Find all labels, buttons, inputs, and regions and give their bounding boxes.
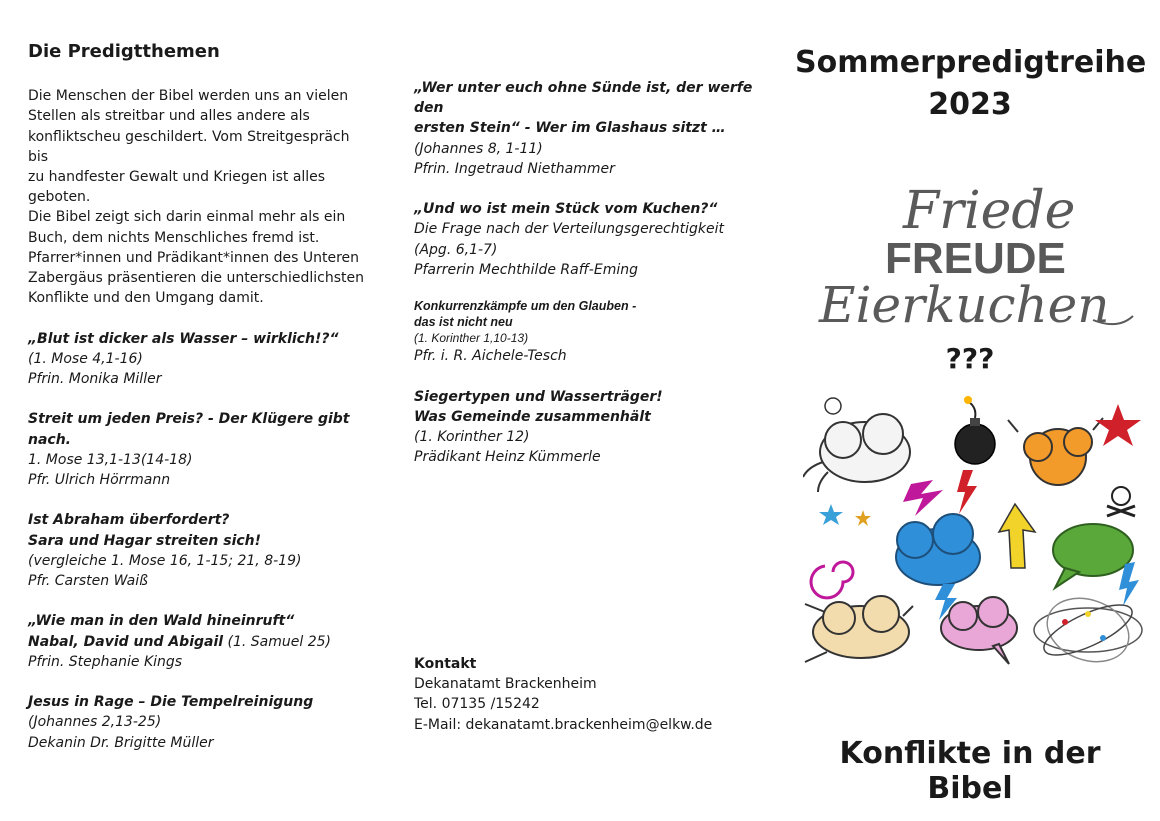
sermon-subtitle: Nabal, David und Abigail [28, 633, 224, 650]
logo-word-friede: Friede [903, 181, 1076, 241]
sermon-entry [28, 329, 373, 390]
intro-line: konfliktscheu geschildert. Vom Streitgespräch bis [28, 128, 350, 165]
sermon-speaker: Dekanin Dr. Brigitte Müller [28, 734, 214, 751]
sermon-entry [28, 409, 373, 490]
sermon-speaker: Pfarrerin Mechthilde Raff-Eming [414, 261, 638, 278]
sermon-entry [28, 510, 373, 591]
column-middle [414, 78, 764, 488]
sermon-title: „Und wo ist mein Stück vom Kuchen?“ [414, 201, 718, 218]
sermon-title: Konkurrenzkämpfe um den Glauben - [414, 299, 637, 314]
column-left [28, 42, 373, 773]
sermon-title: Jesus in Rage – Die Tempelreinigung [28, 694, 314, 711]
sermon-title: „Wie man in den Wald hineinruft“ [28, 613, 295, 630]
sermon-reference: (Johannes 2,13-25) [28, 714, 162, 731]
series-year: 2023 [928, 87, 1012, 122]
question-marks: ??? [945, 342, 995, 375]
sermon-reference: (Johannes 8, 1-11) [414, 140, 543, 157]
intro-line: zu handfester Gewalt und Kriegen ist alles [28, 169, 326, 186]
skull-crossbones-icon [1107, 487, 1135, 516]
green-speech-bubble-icon [1053, 524, 1133, 588]
contact-block [414, 654, 764, 735]
pink-speech-bubble-icon [941, 597, 1017, 664]
sermon-reference: (1. Korinther 12) [414, 429, 530, 445]
sermon-entry [414, 387, 764, 468]
red-star-icon [1095, 404, 1141, 446]
sermon-subtitle: Die Frage nach der Verteilungsgerechtigkeit [414, 221, 724, 238]
contact-phone: Tel. 07135 /15242 [414, 696, 540, 713]
sermon-title: „Wer unter euch ohne Sünde ist, der werfe den [414, 80, 753, 117]
sermon-subtitle-line [28, 632, 373, 652]
intro-line: Buch, dem nichts Menschliches fremd ist. [28, 229, 320, 246]
beige-cloud-icon [805, 596, 913, 662]
sermon-reference: (1. Samuel 25) [223, 633, 332, 650]
magenta-lightning-icon [903, 480, 943, 516]
intro-line: Zabergäus präsentieren die unterschiedlichsten [28, 270, 364, 287]
intro-line: Pfarrer*innen und Prädikant*innen des Unteren [28, 249, 360, 266]
intro-line: geboten. [28, 189, 91, 206]
column-right [795, 0, 1145, 821]
sermon-title: Ist Abraham überfordert? [28, 512, 230, 529]
yellow-arrow-icon [999, 504, 1035, 568]
white-cloud-icon [803, 398, 910, 492]
sermon-subtitle: Was Gemeinde zusammenhält [414, 408, 651, 425]
sermon-reference: (vergleiche 1. Mose 16, 1-15; 21, 8-19) [28, 552, 302, 569]
contact-email: E-Mail: dekanatamt.brackenheim@elkw.de [414, 716, 713, 733]
small-stars-icon [819, 504, 871, 526]
friede-freude-eierkuchen-logo [813, 170, 1143, 340]
sermon-speaker: Pfr. Carsten Waiß [28, 573, 148, 590]
sermon-speaker: Pfrin. Stephanie Kings [28, 653, 183, 670]
sermon-subtitle: ersten Stein“ - Wer im Glashaus sitzt … [414, 120, 726, 137]
comic-conflict-illustration [803, 392, 1148, 682]
bottom-title: Konflikte in der Bibel [839, 736, 1101, 806]
spiral-icon [811, 562, 853, 598]
sermon-speaker: Pfrin. Monika Miller [28, 371, 162, 388]
section-heading: Die Predigtthemen [28, 41, 220, 62]
sermon-entry [28, 611, 373, 672]
orange-explosion-icon [1008, 418, 1103, 485]
sermon-reference: (1. Korinther 1,10-13) [414, 331, 529, 346]
sermon-speaker: Prädikant Heinz Kümmerle [414, 449, 601, 466]
intro-paragraph [28, 86, 373, 308]
intro-line: Die Bibel zeigt sich darin einmal mehr als ein [28, 209, 346, 226]
sermon-entry [414, 298, 764, 366]
sermon-title: Streit um jeden Preis? - Der Klügere gibt nach. [28, 411, 350, 448]
sermon-speaker: Pfr. Ulrich Hörrmann [28, 472, 171, 489]
sermon-reference: 1. Mose 13,1-13(14-18) [28, 451, 193, 468]
sermon-subtitle: das ist nicht neu [414, 315, 513, 330]
intro-line: Die Menschen der Bibel werden uns an vielen [28, 88, 349, 105]
sermon-subtitle: Sara und Hagar streiten sich! [28, 532, 262, 549]
intro-line: Stellen als streitbar und alles andere als [28, 108, 310, 125]
sermon-entry [414, 199, 764, 280]
contact-office: Dekanatamt Brackenheim [414, 676, 597, 693]
sermon-entry [28, 692, 373, 753]
sermon-title: Siegertypen und Wasserträger! [414, 388, 663, 405]
intro-line: Konflikte und den Umgang damit. [28, 290, 264, 307]
sermon-speaker: Pfr. i. R. Aichele-Tesch [414, 348, 567, 365]
red-lightning-icon [957, 470, 977, 514]
bomb-icon [955, 396, 995, 464]
logo-word-freude: FREUDE [885, 234, 1066, 283]
series-title: Sommerpredigtreihe [795, 45, 1147, 80]
sermon-entry [414, 78, 764, 179]
contact-heading: Kontakt [414, 656, 477, 672]
sermon-reference: (Apg. 6,1-7) [414, 241, 498, 258]
sermon-title: „Blut ist dicker als Wasser – wirklich!?“ [28, 330, 339, 347]
sermon-speaker: Pfrin. Ingetraud Niethammer [414, 160, 615, 177]
sermon-reference: (1. Mose 4,1-16) [28, 350, 143, 367]
logo-word-eierkuchen: Eierkuchen [819, 276, 1110, 334]
